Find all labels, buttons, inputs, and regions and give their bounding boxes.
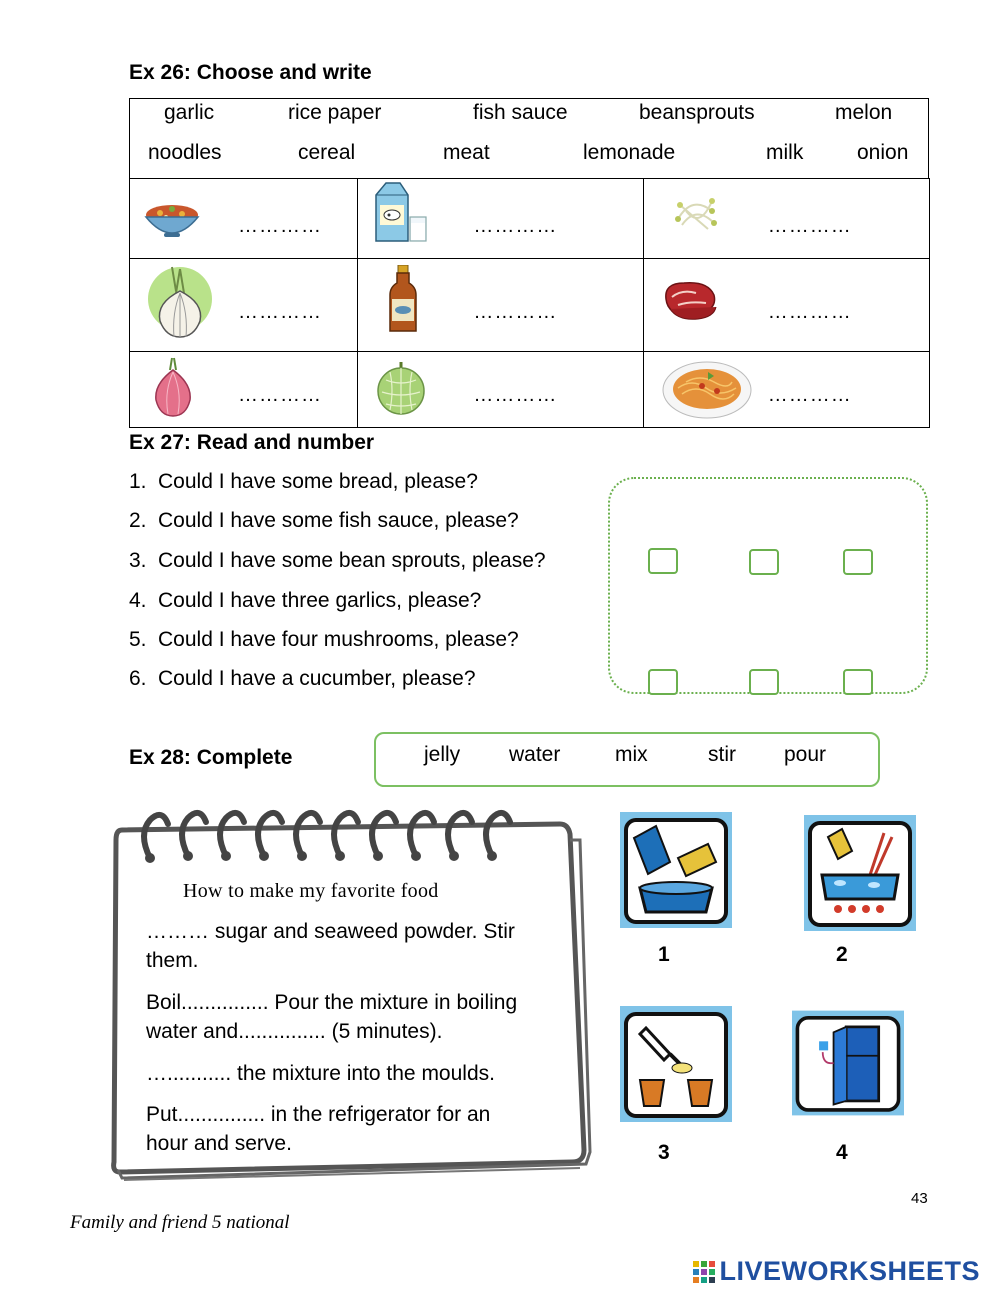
question-number: 5. bbox=[129, 628, 147, 651]
word: noodles bbox=[148, 141, 222, 164]
answer-blank[interactable]: ………… bbox=[767, 301, 852, 323]
picture-grid bbox=[129, 178, 930, 428]
answer-blank[interactable]: ………… bbox=[473, 384, 558, 406]
bank-word: jelly bbox=[424, 743, 461, 766]
ex27-title: Ex 27: Read and number bbox=[129, 431, 375, 454]
word: onion bbox=[857, 141, 909, 164]
ex26-title: Ex 26: Choose and write bbox=[129, 61, 372, 84]
answer-blank[interactable]: ………… bbox=[238, 384, 322, 406]
grid-cell bbox=[130, 259, 358, 352]
recipe-line: Boil............... Pour the mixture in boiling bbox=[146, 991, 518, 1014]
question-number: 1. bbox=[129, 470, 147, 493]
number-input-box[interactable] bbox=[843, 669, 873, 695]
step-number: 4 bbox=[836, 1141, 848, 1164]
answer-blank[interactable]: ………… bbox=[473, 215, 558, 237]
cereal-bowl-icon bbox=[144, 193, 200, 241]
recipe-line: hour and serve. bbox=[146, 1132, 292, 1155]
question-number: 6. bbox=[129, 667, 147, 690]
question-item bbox=[129, 667, 476, 691]
word: cereal bbox=[298, 141, 356, 164]
question-number: 4. bbox=[129, 589, 147, 612]
grid-cell bbox=[643, 179, 929, 259]
grid-cell bbox=[358, 352, 643, 428]
question-text: Could I have some bean sprouts, please? bbox=[158, 549, 546, 572]
bank-word: stir bbox=[708, 743, 736, 766]
garlic-icon bbox=[146, 263, 212, 343]
bank-word: pour bbox=[784, 743, 827, 766]
number-input-box[interactable] bbox=[648, 548, 678, 574]
word: fish sauce bbox=[473, 101, 568, 124]
recipe-line: water and............... (5 minutes). bbox=[146, 1020, 443, 1043]
question-item bbox=[129, 509, 519, 533]
melon-icon bbox=[376, 360, 426, 416]
word: beansprouts bbox=[639, 101, 755, 124]
answer-blank[interactable]: ………… bbox=[238, 301, 322, 323]
milk-carton-icon bbox=[372, 181, 428, 243]
answer-blank[interactable]: ………… bbox=[473, 301, 558, 323]
recipe-line: them. bbox=[146, 949, 199, 972]
page-number: 43 bbox=[911, 1190, 928, 1207]
noodles-plate-icon bbox=[662, 358, 752, 420]
word: milk bbox=[766, 141, 804, 164]
refrigerator-icon bbox=[792, 1005, 904, 1121]
question-item bbox=[129, 470, 478, 494]
question-text: Could I have three garlics, please? bbox=[158, 589, 482, 612]
word: melon bbox=[835, 101, 893, 124]
grid-cell bbox=[643, 259, 929, 352]
question-item bbox=[129, 589, 481, 613]
stir-pot-icon bbox=[804, 815, 916, 931]
bank-word: water bbox=[509, 743, 561, 766]
question-text: Could I have some bread, please? bbox=[158, 470, 478, 493]
notebook-title: How to make my favorite food bbox=[183, 880, 439, 902]
brand-name: LIVEWORKSHEETS bbox=[719, 1256, 980, 1286]
mould-icon bbox=[620, 1006, 732, 1122]
grid-cell bbox=[130, 352, 358, 428]
word-box bbox=[129, 98, 929, 178]
step-number: 2 bbox=[836, 943, 848, 966]
number-input-box[interactable] bbox=[843, 549, 873, 575]
beansprouts-icon bbox=[672, 189, 720, 237]
liveworksheets-logo-icon bbox=[693, 1261, 715, 1283]
word: garlic bbox=[164, 101, 215, 124]
question-number: 2. bbox=[129, 509, 147, 532]
pour-sugar-icon bbox=[620, 812, 732, 928]
question-item bbox=[129, 628, 519, 652]
number-answer-box bbox=[608, 477, 928, 694]
question-number: 3. bbox=[129, 549, 147, 572]
recipe-line: Put............... in the refrigerator for an bbox=[146, 1103, 491, 1126]
question-item bbox=[129, 549, 546, 573]
grid-cell bbox=[130, 179, 358, 259]
step-number: 3 bbox=[658, 1141, 670, 1164]
question-text: Could I have some fish sauce, please? bbox=[158, 509, 519, 532]
number-input-box[interactable] bbox=[749, 549, 779, 575]
onion-icon bbox=[150, 356, 196, 418]
answer-blank[interactable]: ………… bbox=[767, 215, 852, 237]
bank-word: mix bbox=[615, 743, 648, 766]
recipe-line: ……… sugar and seaweed powder. Stir bbox=[146, 920, 515, 943]
answer-blank[interactable]: ………… bbox=[767, 384, 852, 406]
recipe-line: …........... the mixture into the moulds. bbox=[146, 1062, 495, 1085]
grid-cell bbox=[643, 352, 929, 428]
brand-logo bbox=[693, 1256, 980, 1287]
number-input-box[interactable] bbox=[749, 669, 779, 695]
grid-cell bbox=[358, 259, 643, 352]
grid-cell bbox=[358, 179, 643, 259]
fish-sauce-bottle-icon bbox=[388, 265, 418, 335]
answer-blank[interactable]: ………… bbox=[238, 215, 322, 237]
ex28-title: Ex 28: Complete bbox=[129, 746, 293, 769]
word: meat bbox=[443, 141, 490, 164]
question-text: Could I have four mushrooms, please? bbox=[158, 628, 519, 651]
word: rice paper bbox=[288, 101, 382, 124]
meat-steak-icon bbox=[658, 275, 720, 325]
step-number: 1 bbox=[658, 943, 670, 966]
question-text: Could I have a cucumber, please? bbox=[158, 667, 476, 690]
book-title: Family and friend 5 national bbox=[70, 1212, 290, 1233]
word: lemonade bbox=[583, 141, 676, 164]
number-input-box[interactable] bbox=[648, 669, 678, 695]
